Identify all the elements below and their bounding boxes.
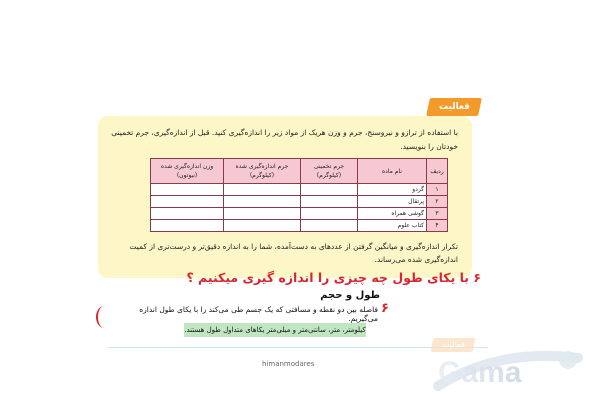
activity-tag-faded: فعالیت <box>431 338 476 352</box>
question-text: ۶ با یکای طول چه چیزی را اندازه گیری میکنیم ؟ <box>186 270 481 285</box>
estimated-mass-cell[interactable] <box>300 184 357 196</box>
table-row <box>151 220 448 232</box>
estimated-mass-cell[interactable] <box>300 220 357 232</box>
row-number: ۳ <box>427 208 448 220</box>
measured-mass-cell[interactable] <box>224 184 301 196</box>
table-header-row <box>151 159 448 184</box>
measured-weight-cell[interactable] <box>151 196 224 208</box>
header-row-number: ردیف <box>427 159 448 184</box>
estimated-mass-cell[interactable] <box>300 208 357 220</box>
watermark-text: himanmodares <box>262 360 315 368</box>
activity-intro: با استفاده از ترازو و نیروسنج، جرم و وزن هریک از مواد زیر را اندازه‌گیری کنید. قبل از اندازه‌گیری، جرم تخمینی خودتان را بنویسید. <box>111 128 458 151</box>
table-row <box>151 208 448 220</box>
measured-mass-cell[interactable] <box>224 220 301 232</box>
header-estimated-mass: جرم تخمینی (کیلوگرم) <box>300 159 357 184</box>
units-note: کیلومتر، متر، سانتی‌متر و میلی‌متر یکاهای متداول طول هستند. <box>184 323 366 337</box>
row-item: کتاب علوم <box>358 220 427 232</box>
row-number: ۴ <box>427 220 448 232</box>
header-measured-mass: جرم اندازه‌گیری شده (کیلوگرم) <box>224 159 301 184</box>
measured-weight-cell[interactable] <box>151 220 224 232</box>
table-row <box>151 196 448 208</box>
measured-weight-cell[interactable] <box>151 184 224 196</box>
row-item: گردو <box>358 184 427 196</box>
gama-logo <box>418 338 588 398</box>
length-definition: فاصله بین دو نقطه و مسافتی که یک جسم طی می‌کند را با یکای طول اندازه می‌گیریم. <box>139 305 378 323</box>
activity-box <box>98 116 472 278</box>
row-number: ۲ <box>427 196 448 208</box>
activity-tag: فعالیت <box>426 98 482 116</box>
row-number: ۱ <box>427 184 448 196</box>
header-measured-weight: وزن اندازه‌گیری شده (نیوتون) <box>151 159 224 184</box>
row-item: گوشی همراه <box>358 208 427 220</box>
measured-mass-cell[interactable] <box>224 196 301 208</box>
measurement-table <box>150 158 448 232</box>
bullet-number: ۶ <box>381 301 389 316</box>
estimated-mass-cell[interactable] <box>300 196 357 208</box>
header-item-name: نام ماده <box>358 159 427 184</box>
measured-weight-cell[interactable] <box>151 208 224 220</box>
measured-mass-cell[interactable] <box>224 208 301 220</box>
gama-logo-text: Gama <box>438 356 522 389</box>
section-title: طول و حجم <box>320 290 380 301</box>
row-item: پرتقال <box>358 196 427 208</box>
activity-outro: تکرار اندازه‌گیری و میانگین گرفتن از عددهای به دست‌آمده، شما را به اندازه دقیق‌تر و درست‌تری از کمیت اندازه‌گیری شده می‌رساند. <box>129 242 458 264</box>
table-row <box>151 184 448 196</box>
